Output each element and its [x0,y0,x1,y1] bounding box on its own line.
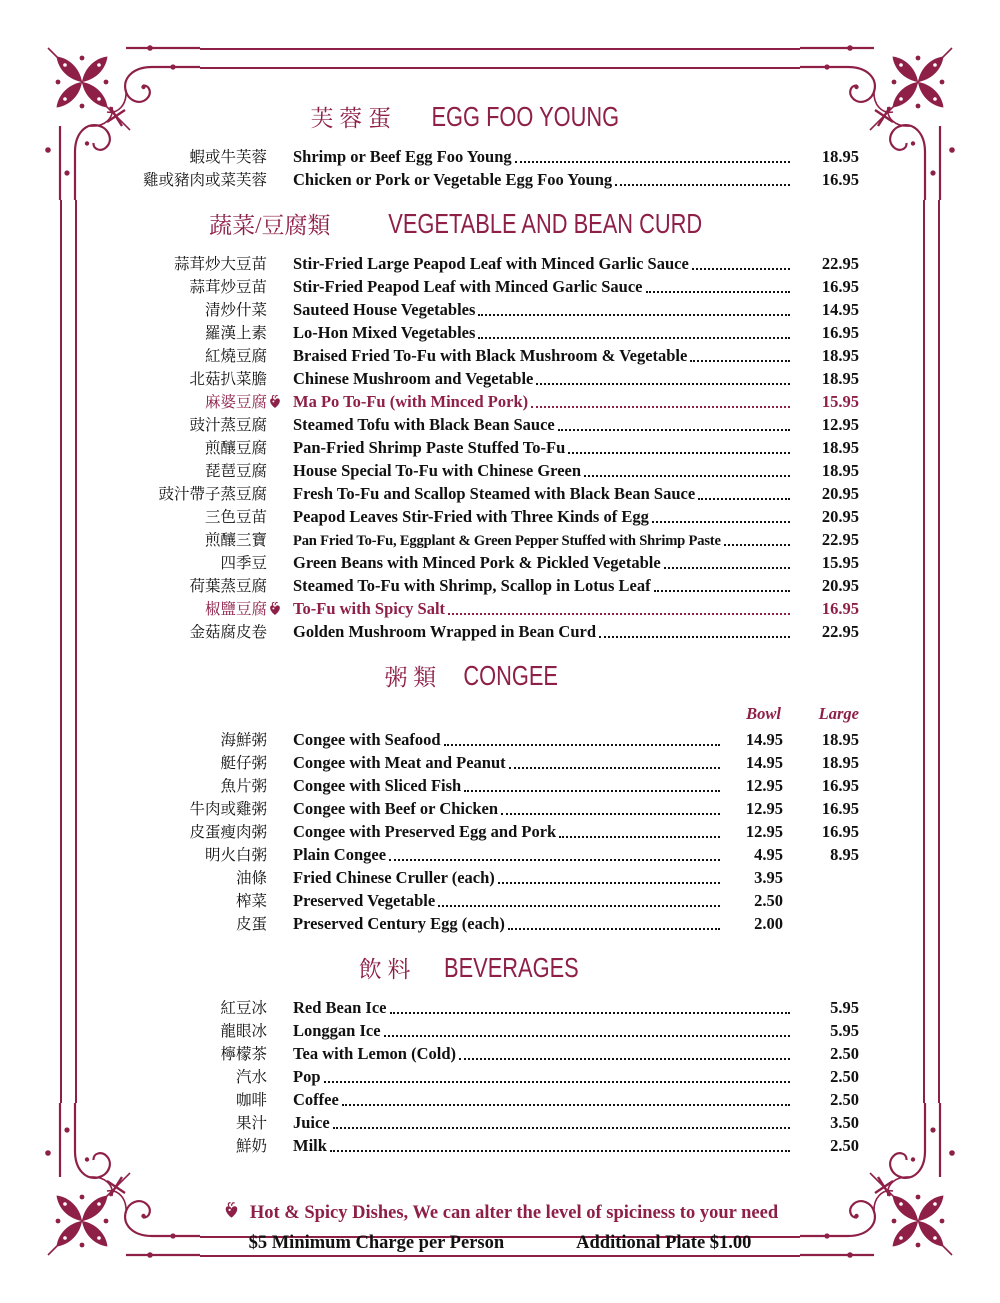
dish-name-zh: 紅豆冰 [220,1000,267,1017]
dish-price-large: 18.95 [821,753,859,772]
dish-price: 16.95 [821,599,859,618]
menu-item-row [97,820,859,843]
dish-name-zh: 椒鹽豆腐 [204,601,267,618]
dish-price: 20.95 [821,484,859,503]
dish-name-zh: 雞或豬肉或菜芙蓉 [142,172,267,189]
menu-item-row [97,1019,859,1042]
dotted-leader [342,1104,790,1106]
dish-price-large: 16.95 [821,822,859,841]
dish-price: 18.95 [821,461,859,480]
dish-price: 15.95 [821,392,859,411]
dish-price: 2.50 [830,1067,859,1086]
dotted-leader [652,521,790,523]
dish-name-zh: 牛肉或雞粥 [189,801,267,818]
menu-content [97,0,859,1157]
section-title-zh: 芙 蓉 蛋 [310,106,391,131]
dish-name-en: Red Bean Ice [293,998,387,1017]
dish-name-en: Stir-Fried Peapod Leaf with Minced Garlic Sauce [293,277,643,296]
dish-name-zh: 果汁 [235,1115,267,1132]
dish-name-zh: 豉汁蒸豆腐 [189,417,267,434]
dish-name-en: Plain Congee [293,845,387,864]
dish-name-zh: 清炒什菜 [204,302,267,319]
dish-name-zh: 皮蛋瘦肉粥 [189,824,267,841]
dotted-leader [330,1150,790,1152]
dotted-leader [692,268,790,270]
charges-line [0,1233,1000,1254]
dish-name-en: Congee with Sliced Fish [293,776,462,795]
dish-name-en: Congee with Beef or Chicken [293,799,499,818]
dish-name-en: Coffee [293,1090,339,1109]
dish-price: 2.50 [754,891,783,910]
dish-price: 12.95 [745,776,783,795]
dotted-leader [568,452,790,454]
section-title [97,100,859,133]
section-title-zh: 飲 料 [358,957,411,982]
dish-price: 2.00 [754,914,783,933]
menu-item-row [97,252,859,275]
dish-price: 18.95 [821,147,859,166]
dish-name-zh: 魚片粥 [220,778,267,795]
dotted-leader [438,905,720,907]
dish-name-en: House Special To-Fu with Chinese Green [293,461,582,480]
dotted-leader [448,613,790,615]
dotted-leader [464,790,720,792]
dish-name-zh: 煎釀三寶 [204,532,267,549]
dish-name-en: Preserved Vegetable [293,891,436,910]
dish-name-zh: 明火白粥 [204,847,267,864]
dish-name-en: Juice [293,1113,330,1132]
menu-item-row [97,436,859,459]
dish-price: 22.95 [821,622,859,641]
menu-item-row [97,344,859,367]
dish-price: 12.95 [821,415,859,434]
dish-name-zh: 榨菜 [235,893,267,910]
dish-price-large: 16.95 [821,799,859,818]
dish-name-en: Sauteed House Vegetables [293,300,476,319]
menu-item-row [97,797,859,820]
dish-price: 14.95 [745,753,783,772]
dotted-leader [515,161,790,163]
dotted-leader [536,383,790,385]
dish-price: 20.95 [821,507,859,526]
dish-name-zh: 煎釀豆腐 [204,440,267,457]
dish-price: 20.95 [821,576,859,595]
dotted-leader [646,291,790,293]
dish-price-large: 16.95 [821,776,859,795]
menu-item-row [97,728,859,751]
section-title-en: EGG FOO YOUNG [431,101,620,132]
dish-name-zh: 北菇扒菜膽 [189,371,267,388]
dish-name-en: Milk [293,1136,327,1155]
dish-name-en: To-Fu with Spicy Salt [293,599,446,618]
menu-item-row [97,1065,859,1088]
dotted-leader [501,813,720,815]
dish-price: 18.95 [821,438,859,457]
dish-name-zh: 琵琶豆腐 [204,463,267,480]
dish-name-en: Steamed Tofu with Black Bean Sauce [293,415,555,434]
dotted-leader [444,744,720,746]
chili-heart-icon [267,601,291,617]
dish-name-zh: 紅燒豆腐 [204,348,267,365]
dotted-leader [654,590,790,592]
dish-name-zh: 鮮奶 [235,1138,267,1155]
menu-item-row [97,774,859,797]
dotted-leader [558,429,790,431]
dish-price: 22.95 [821,530,859,549]
dish-price: 4.95 [754,845,783,864]
dish-price: 2.50 [830,1044,859,1063]
menu-item-row [97,1088,859,1111]
menu-section [97,951,859,1157]
dish-name-zh: 荷葉蒸豆腐 [189,578,267,595]
price-col-headers [97,704,859,728]
dotted-leader [559,836,720,838]
dotted-leader [333,1127,790,1129]
dish-price: 22.95 [821,254,859,273]
dotted-leader [584,475,790,477]
dotted-leader [478,314,790,316]
dish-name-en: Longgan Ice [293,1021,381,1040]
menu-item-row [97,620,859,643]
section-title-zh: 粥 類 [384,665,437,690]
section-items [97,996,859,1157]
dish-name-en: Preserved Century Egg (each) [293,914,505,933]
dish-price: 16.95 [821,323,859,342]
dish-name-en: Congee with Meat and Peanut [293,753,506,772]
menu-item-row [97,1042,859,1065]
dotted-leader [508,928,720,930]
menu-footer [0,1201,1000,1254]
dish-price: 3.95 [754,868,783,887]
dish-price: 18.95 [821,346,859,365]
chili-heart-icon [267,394,291,410]
menu-item-row [97,843,859,866]
menu-section [97,659,859,935]
dish-name-zh: 三色豆苗 [204,509,267,526]
menu-item-row [97,298,859,321]
dish-name-en: Braised Fried To-Fu with Black Mushroom & Vegetable [293,346,688,365]
dish-name-zh: 皮蛋 [235,916,267,933]
dotted-leader [509,767,720,769]
section-title-en: BEVERAGES [443,952,579,983]
menu-item-row [97,367,859,390]
menu-item-row [97,597,859,620]
dish-name-zh: 四季豆 [220,555,267,572]
dotted-leader [324,1081,790,1083]
bowl-col-header: Bowl [746,704,781,723]
dotted-leader [459,1058,790,1060]
dish-name-en: Congee with Seafood [293,730,441,749]
dotted-leader [690,360,790,362]
menu-item-row [97,413,859,436]
section-title [97,659,859,692]
menu-item-row [97,390,859,413]
dish-price-large: 8.95 [830,845,859,864]
dotted-leader [478,337,790,339]
dotted-leader [390,1012,791,1014]
menu-item-row [97,321,859,344]
menu-item-row [97,912,859,935]
dish-price: 5.95 [830,998,859,1017]
dish-name-en: Peapod Leaves Stir-Fried with Three Kinds of Egg [293,507,649,526]
minimum-charge-text: $5 Minimum Charge per Person [248,1233,505,1253]
dish-name-en: Congee with Preserved Egg and Pork [293,822,557,841]
spicy-note-text: Hot & Spicy Dishes, We can alter the level of spiciness to your need [249,1203,779,1223]
dish-price: 12.95 [745,822,783,841]
dotted-leader [698,498,790,500]
section-items [97,252,859,643]
dish-name-en: Shrimp or Beef Egg Foo Young [293,147,512,166]
menu-item-row [97,866,859,889]
section-title-en: CONGEE [463,660,559,691]
dish-name-en: Tea with Lemon (Cold) [293,1044,457,1063]
dish-name-zh: 檸檬茶 [220,1046,267,1063]
menu-item-row [97,459,859,482]
dish-name-zh: 油條 [235,870,267,887]
section-title [97,207,859,240]
dish-price: 18.95 [821,369,859,388]
dish-price: 14.95 [745,730,783,749]
dish-name-en: Fried Chinese Cruller (each) [293,868,495,887]
dish-name-en: Lo-Hon Mixed Vegetables [293,323,476,342]
dish-name-zh: 咖啡 [235,1092,267,1109]
dish-name-en: Chinese Mushroom and Vegetable [293,369,534,388]
dotted-leader [389,859,720,861]
dish-name-zh: 龍眼冰 [220,1023,267,1040]
menu-item-row [97,996,859,1019]
dish-name-zh: 麻婆豆腐 [204,394,267,411]
spicy-note [0,1201,1000,1226]
dish-name-en: Fresh To-Fu and Scallop Steamed with Black Bean Sauce [293,484,696,503]
additional-plate-text: Additional Plate $1.00 [576,1233,752,1253]
section-title-zh: 蔬菜/豆腐類 [209,213,331,238]
dish-price: 15.95 [821,553,859,572]
dish-price: 3.50 [830,1113,859,1132]
dotted-leader [384,1035,790,1037]
dotted-leader [599,636,790,638]
section-title-en: VEGETABLE AND BEAN CURD [388,208,703,239]
dish-price: 12.95 [745,799,783,818]
dish-price: 2.50 [830,1136,859,1155]
dish-name-en: Stir-Fried Large Peapod Leaf with Minced Garlic Sauce [293,254,689,273]
menu-item-row [97,751,859,774]
menu-item-row [97,505,859,528]
menu-item-row [97,1111,859,1134]
menu-item-row [97,1134,859,1157]
dish-name-en: Steamed To-Fu with Shrimp, Scallop in Lotus Leaf [293,576,651,595]
dish-name-en: Pan Fried To-Fu, Eggplant & Green Pepper Stuffed with Shrimp Paste [293,533,721,549]
dish-price: 16.95 [821,277,859,296]
menu-section [97,100,859,191]
dish-name-zh: 蒜茸炒大豆苗 [173,256,267,273]
dish-name-zh: 羅漢上素 [204,325,267,342]
dotted-leader [664,567,790,569]
menu-section [97,207,859,643]
dotted-leader [615,184,790,186]
dotted-leader [531,406,790,408]
menu-item-row [97,528,859,551]
dish-name-zh: 蝦或牛芙蓉 [189,149,267,166]
dish-name-en: Green Beans with Minced Pork & Pickled Vegetable [293,553,661,572]
dish-name-zh: 金菇腐皮卷 [189,624,267,641]
section-items [97,728,859,935]
menu-item-row [97,482,859,505]
dish-name-zh: 豉汁帶子蒸豆腐 [158,486,267,503]
dish-name-en: Chicken or Pork or Vegetable Egg Foo Young [293,170,613,189]
section-title [97,951,859,984]
dish-price: 14.95 [821,300,859,319]
dish-price-large: 18.95 [821,730,859,749]
section-items [97,145,859,191]
dish-name-zh: 汽水 [235,1069,267,1086]
menu-item-row [97,145,859,168]
menu-item-row [97,574,859,597]
large-col-header: Large [818,704,859,723]
menu-item-row [97,551,859,574]
dish-price: 2.50 [830,1090,859,1109]
dish-price: 5.95 [830,1021,859,1040]
dish-name-zh: 艇仔粥 [220,755,267,772]
dotted-leader [724,544,790,546]
dish-name-en: Ma Po To-Fu (with Minced Pork) [293,392,529,411]
menu-item-row [97,889,859,912]
dish-price: 16.95 [821,170,859,189]
dish-name-zh: 海鮮粥 [220,732,267,749]
dotted-leader [498,882,720,884]
menu-item-row [97,275,859,298]
dish-name-zh: 蒜茸炒豆苗 [189,279,267,296]
menu-item-row [97,168,859,191]
dish-name-en: Pan-Fried Shrimp Paste Stuffed To-Fu [293,438,566,457]
chili-heart-icon [222,1201,241,1226]
dish-name-en: Pop [293,1067,321,1086]
dish-name-en: Golden Mushroom Wrapped in Bean Curd [293,622,597,641]
